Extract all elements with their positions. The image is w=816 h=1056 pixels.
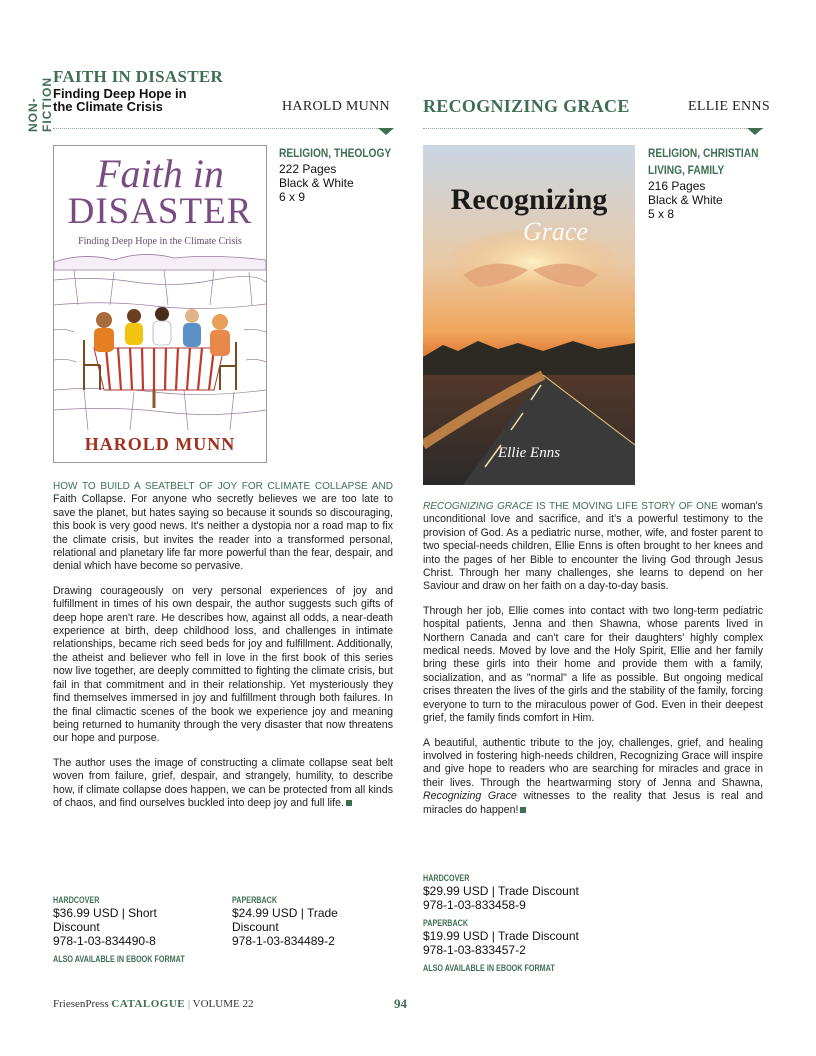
book1-cover-illustration [54, 250, 266, 430]
book1-header [53, 67, 233, 113]
footer: FriesenPress CATALOGUE | VOLUME 22 [53, 998, 254, 1010]
book1-desc-lead: HOW TO BUILD A SEATBELT OF JOY FOR CLIMATE COLLAPSE AND [53, 481, 393, 492]
book2-desc-p3-italic: Recognizing Grace [423, 790, 517, 803]
book1-cover-subtitle: Finding Deep Hope in the Climate Crisis [78, 236, 242, 247]
footer-catalogue: CATALOGUE [111, 998, 186, 1010]
book1-desc-p2: Drawing courageously on very personal experiences of joy and fulfillment in times of his own despair, the author suggests such gifts of deep hope aren't rare. He describes how, against all odds, a near-death experience at birth, deep childhood loss, and challenges in intimate relationships, became rich seed beds for joy and fulfillment. Additionally, the atheist and believer who fell in love in the first book of this series now live together, are deeply committed to fighting the climate crisis, but fail in that commitment and in their relationship. Yet mysteriously they find themselves immersed in joy and fulfillment through both failures. In the final climactic scenes of the book we experience joy and meaning being returned to humanity through the very disaster that now threatens our hope and purpose. [53, 584, 393, 745]
footer-publisher: FriesenPress [53, 998, 109, 1010]
hardcover-label: HARDCOVER [53, 895, 100, 905]
page-number: 94 [394, 996, 407, 1011]
book1-paperback-discount: Discount [232, 920, 279, 934]
book1-divider [53, 128, 393, 129]
section-label: NON-FICTION [26, 77, 54, 132]
book2-divider-marker [747, 128, 763, 135]
end-mark [346, 800, 352, 806]
book2-cover-title-line2: Grace [523, 217, 588, 246]
book2-spec-color: Black & White [648, 193, 723, 207]
book1-cover-title-line1: Faith in [96, 151, 224, 196]
book1-desc-p1 [53, 480, 393, 574]
book1-ebook-note: ALSO AVAILABLE IN EBOOK FORMAT [53, 954, 185, 964]
book1-spec-pages: 222 Pages [279, 162, 337, 176]
book2-desc-lead: IS THE MOVING LIFE STORY OF ONE [532, 501, 718, 512]
footer-volume: VOLUME 22 [192, 998, 254, 1010]
book2-paperback-isbn: 978-1-03-833457-2 [423, 943, 526, 957]
book1-paperback-isbn: 978-1-03-834489-2 [232, 934, 335, 948]
book2-hardcover-price: $29.99 USD | Trade Discount [423, 884, 579, 898]
book2-desc-p1 [423, 500, 763, 594]
book1-cover-author: HAROLD MUNN [84, 434, 236, 454]
book2-spec-size: 5 x 8 [648, 207, 675, 221]
book2-cover-title-line1: Recognizing [450, 183, 608, 216]
hardcover-label: HARDCOVER [423, 873, 470, 883]
book2-genre-line1: RELIGION, CHRISTIAN [648, 146, 759, 160]
book2-genre-line2: LIVING, FAMILY [648, 163, 725, 177]
book1-cover [53, 145, 267, 463]
book1-subtitle-line2: the Climate Crisis [53, 99, 163, 114]
book1-desc-p1-text: Faith Collapse. For anyone who secretly believes we are too late to save the planet, but hates saying so because it sounds so discouraging, this book is very good news. It's neither a dystopia nor a road map to fix the climate crisis, but invites the reader into a transformed personal, relational and planetary life far more powerful than the fear, despair, and denial which have become so pervasive. [53, 493, 393, 573]
book2-description [423, 500, 763, 828]
book1-description [53, 480, 393, 821]
book2-hardcover-isbn: 978-1-03-833458-9 [423, 898, 526, 912]
book2-info [648, 145, 778, 221]
book1-desc-p3-text: The author uses the image of constructing a climate collapse seat belt woven from failure, grief, despair, and strangely, humility, to describe how, if climate collapse does happen, we can be protected from all kinds of chaos, and find ourselves buckled into deep joy and full life. [53, 756, 393, 809]
book1-info [279, 145, 409, 204]
book1-cover-title-line2: DISASTER [67, 191, 253, 232]
book2-desc-lead-italic: RECOGNIZING GRACE [423, 501, 533, 512]
book2-paperback-price: $19.99 USD | Trade Discount [423, 929, 579, 943]
book1-subtitle-line1: Finding Deep Hope in [53, 86, 187, 101]
book2-cover [423, 145, 635, 485]
book1-spec-color: Black & White [279, 176, 354, 190]
book1-paperback [232, 895, 402, 948]
paperback-label: PAPERBACK [423, 918, 469, 928]
book1-author: HAROLD MUNN [282, 99, 390, 114]
book2-divider [423, 128, 763, 129]
book2-desc-p1-text: woman's unconditional love and sacrifice, and it's a powerful testimony to the provision of God. As a pediatric nurse, mother, wife, and foster parent to two special-needs children, Ellie Enns is often brought to her knees and into the pages of her Bible to encounter the living God through Jesus Christ. Through her many challenges, she learns to depend on her Saviour and draw on her faith on a day-to-day basis. [423, 500, 763, 593]
book1-hardcover-discount: Discount [53, 920, 100, 934]
book2-author: ELLIE ENNS [688, 99, 770, 114]
book2-formats [423, 873, 723, 973]
book1-hardcover-price: $36.99 USD | Short [53, 906, 157, 920]
book1-hardcover-isbn: 978-1-03-834490-8 [53, 934, 156, 948]
book2-title: RECOGNIZING GRACE [423, 96, 630, 116]
book1-divider-marker [378, 128, 394, 135]
end-mark [520, 807, 526, 813]
book2-desc-p3 [423, 737, 763, 817]
book2-desc-p3-a: A beautiful, authentic tribute to the joy, challenges, grief, and healing involved in fostering high-needs children, Recognizing Grace will inspire and give hope to readers who are searching for miracles and grace in their lives. Through the heartwarming story of Jenna and Shawna, [423, 736, 763, 789]
book1-paperback-price: $24.99 USD | Trade [232, 906, 338, 920]
book2-desc-p2: Through her job, Ellie comes into contact with two long-term pediatric hospital patients, Jenna and then Shawna, whose parents lived in Northern Canada and can't care for their daughters' highly complex medical needs. Moved by love and the Holy Spirit, Ellie and her family bring these girls into their home and provide them with a family, socialization, and as "normal" a life as possible. But ongoing medical crises threaten the lives of the girls and the stability of the family, forcing everyone to turn to the miraculous power of God. Even in their deepest grief, the family finds comfort in Him. [423, 604, 763, 725]
paperback-label: PAPERBACK [232, 895, 278, 905]
book2-desc-p3-b: witnesses to the reality that Jesus is real and miracles do happen! [423, 790, 764, 816]
book1-spec-size: 6 x 9 [279, 190, 306, 204]
book2-ebook-note: ALSO AVAILABLE IN EBOOK FORMAT [423, 963, 555, 973]
book1-title: FAITH IN DISASTER [53, 67, 224, 86]
book2-cover-author: Ellie Enns [497, 445, 561, 461]
book1-genre: RELIGION, THEOLOGY [279, 146, 392, 160]
book1-desc-p3 [53, 757, 393, 811]
book1-hardcover [53, 895, 223, 964]
book2-spec-pages: 216 Pages [648, 179, 706, 193]
